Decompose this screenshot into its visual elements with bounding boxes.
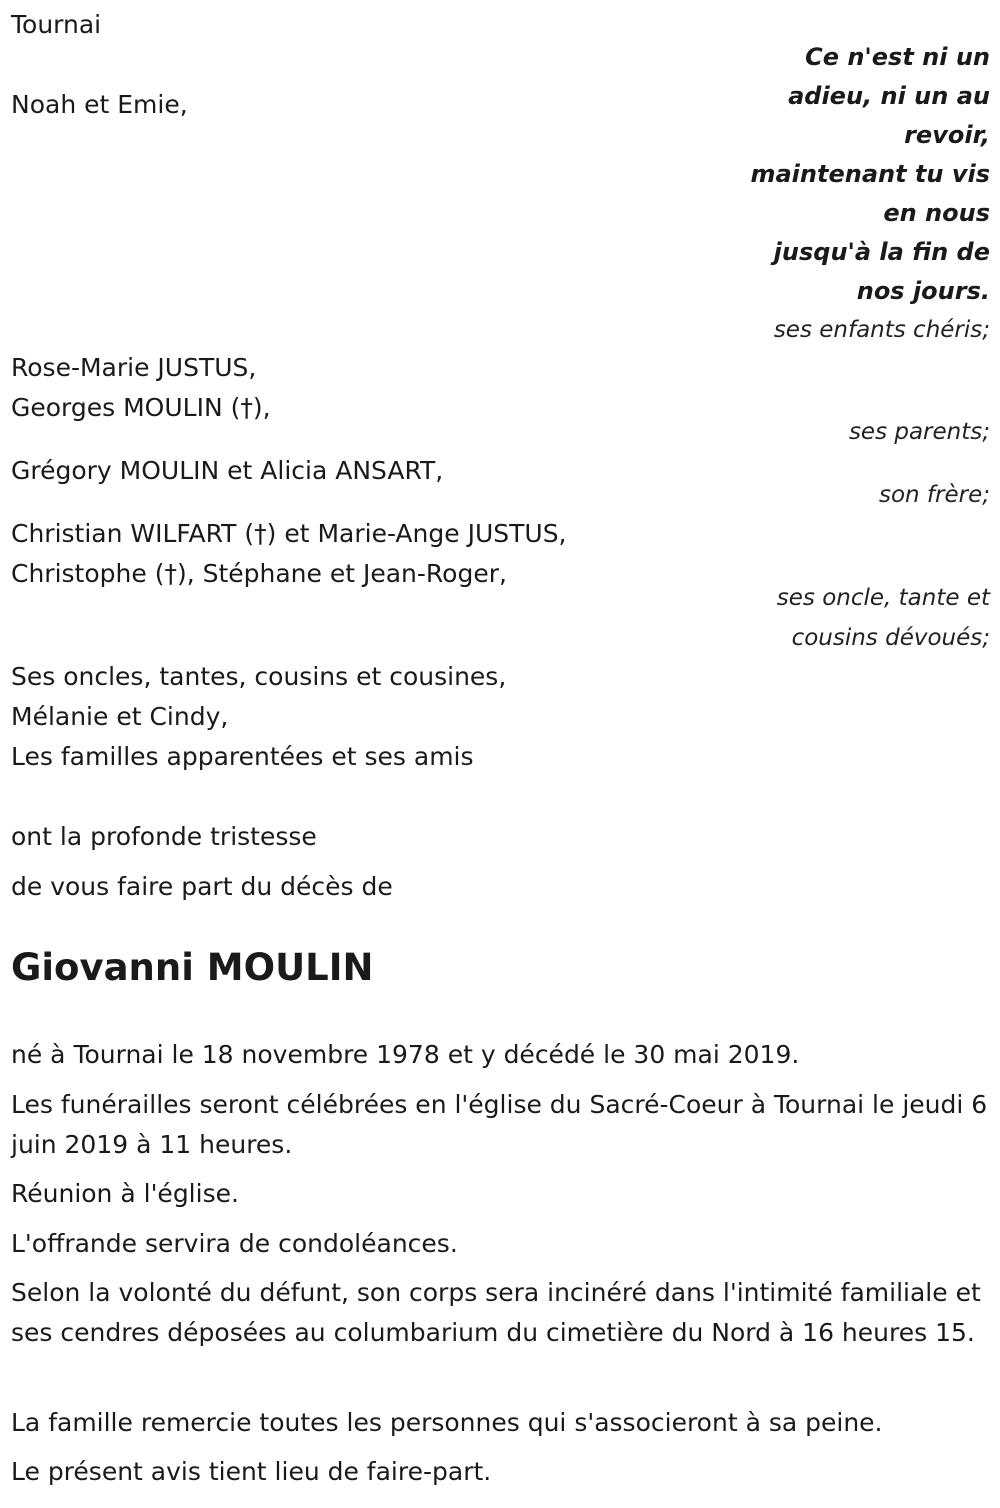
funeral-info: Les funérailles seront célébrées en l'église du Sacré-Coeur à Tournai le jeudi 6 juin 2019 à 11 heures. [11, 1090, 988, 1159]
family-extended: Les familles apparentées et ses amis [11, 742, 474, 771]
announce-line: ont la profonde tristesse [11, 822, 317, 851]
notice-info: Le présent avis tient lieu de faire-part. [11, 1457, 492, 1486]
family-cousins: Christophe (†), Stéphane et Jean-Roger, [11, 559, 507, 588]
quote-line: jusqu'à la fin de [773, 238, 990, 266]
relation-brother: son frère; [878, 482, 990, 508]
quote-line: Ce n'est ni un [805, 43, 990, 71]
family-father: Georges MOULIN (†), [11, 393, 271, 422]
children-names: Noah et Emie, [11, 90, 188, 119]
family-brother: Grégory MOULIN et Alicia ANSART, [11, 456, 444, 485]
quote-line: nos jours. [856, 277, 990, 305]
relation-children: ses enfants chéris; [773, 317, 990, 343]
quote-line: en nous [883, 199, 990, 227]
family-extended: Mélanie et Cindy, [11, 702, 229, 731]
relation-uncle: ses oncle, tante et [776, 585, 990, 611]
announce-line: de vous faire part du décès de [11, 872, 393, 901]
deceased-name: Giovanni MOULIN [11, 946, 374, 989]
offering-info: L'offrande servira de condoléances. [11, 1229, 458, 1258]
thanks-info: La famille remercie toutes les personnes qui s'associeront à sa peine. [11, 1408, 883, 1437]
family-mother: Rose-Marie JUSTUS, [11, 353, 257, 382]
quote-line: adieu, ni un au [788, 82, 990, 110]
quote-line: revoir, [904, 121, 990, 149]
family-uncle: Christian WILFART (†) et Marie-Ange JUSTUS, [11, 519, 567, 548]
cremation-info: Selon la volonté du défunt, son corps sera incinéré dans l'intimité familiale et ses cendres déposées au columbarium du cimetière du Nord à 16 heures 15. [11, 1278, 981, 1347]
family-extended: Ses oncles, tantes, cousins et cousines, [11, 662, 507, 691]
place-heading: Tournai [11, 10, 102, 39]
memorial-quote [750, 38, 990, 311]
relation-parents: ses parents; [848, 419, 990, 445]
meeting-info: Réunion à l'église. [11, 1179, 239, 1208]
birth-death-info: né à Tournai le 18 novembre 1978 et y décédé le 30 mai 2019. [11, 1040, 800, 1069]
relation-cousins: cousins dévoués; [791, 625, 990, 651]
quote-line: maintenant tu vis [750, 160, 990, 188]
